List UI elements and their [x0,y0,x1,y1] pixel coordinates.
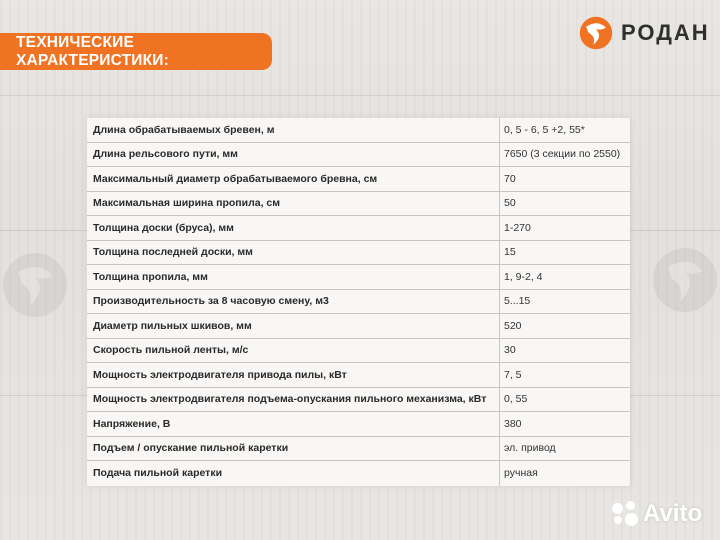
table-row [87,290,630,315]
table-row [87,167,630,192]
table-row [87,412,630,437]
spec-label: Максимальный диаметр обрабатываемого бревна, см [87,167,500,191]
title-banner [0,33,272,70]
spec-value: 5...15 [504,295,531,308]
spec-value: 70 [504,172,516,185]
table-row [87,388,630,413]
table-row [87,118,630,143]
spec-label: Скорость пильной ленты, м/с [87,339,500,363]
page-title: ТЕХНИЧЕСКИЕ ХАРАКТЕРИСТИКИ: [16,33,170,69]
table-row [87,437,630,462]
spec-label: Мощность электродвигателя привода пилы, кВт [87,363,500,387]
spec-label: Подъем / опускание пильной каретки [87,437,500,461]
spec-label: Подача пильной каретки [87,461,500,486]
table-row [87,265,630,290]
specifications-table [87,118,630,486]
table-row [87,363,630,388]
spec-label: Мощность электродвигателя подъема-опускания пильного механизма, кВт [87,388,500,412]
spec-label: Длина обрабатываемых бревен, м [87,118,500,142]
table-row [87,241,630,266]
table-row [87,192,630,217]
spec-label: Толщина пропила, мм [87,265,500,289]
spec-label: Толщина доски (бруса), мм [87,216,500,240]
brand-name: РОДАН [621,20,710,45]
background-plank-line [0,95,720,96]
spec-value: 380 [504,417,522,430]
spec-value: эл. привод [504,442,556,455]
spec-value: 520 [504,319,522,332]
spec-value: ручная [504,467,538,480]
rodan-watermark-icon [0,250,70,320]
table-row [87,314,630,339]
rodan-logo-icon [578,15,614,51]
table-row [87,339,630,364]
table-row [87,143,630,168]
spec-value: 0, 5 - 6, 5 +2, 55* [504,123,585,136]
spec-value: 1-270 [504,221,531,234]
avito-logo-icon [612,501,638,527]
spec-value: 7, 5 [504,368,522,381]
spec-label: Длина рельсового пути, мм [87,143,500,167]
spec-label: Диаметр пильных шкивов, мм [87,314,500,338]
brand-logo [578,18,710,48]
spec-label: Производительность за 8 часовую смену, м3 [87,290,500,314]
rodan-watermark-icon [650,245,720,315]
spec-label: Максимальная ширина пропила, см [87,192,500,216]
spec-value: 1, 9-2, 4 [504,270,543,283]
spec-value: 30 [504,344,516,357]
table-row [87,216,630,241]
spec-value: 50 [504,197,516,210]
spec-value: 15 [504,246,516,259]
avito-watermark [612,500,702,528]
spec-value: 7650 (3 секции по 2550) [504,148,621,161]
spec-label: Напряжение, В [87,412,500,436]
table-row [87,461,630,486]
spec-value: 0, 55 [504,393,528,406]
spec-label: Толщина последней доски, мм [87,241,500,265]
avito-label: Avito [643,500,703,527]
